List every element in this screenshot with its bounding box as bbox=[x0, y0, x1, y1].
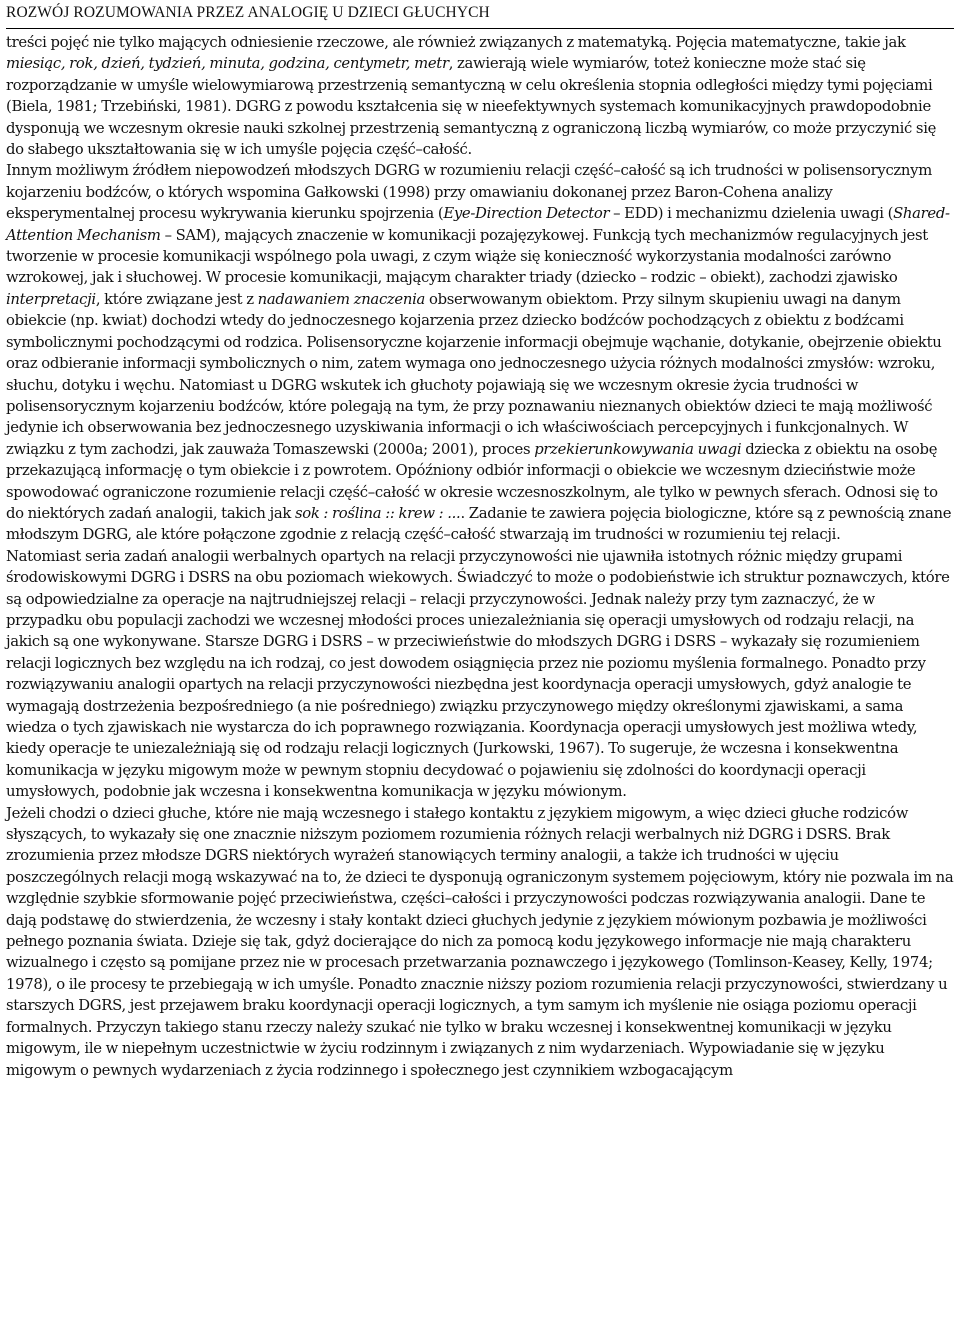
p2-text: – EDD) i mechanizmu dzielenia uwagi ( bbox=[609, 205, 894, 223]
p1-text: treści pojęć nie tylko mających odniesienie rzeczowe, ale również związanych z matematyką. Pojęcia matematyczne, takie jak bbox=[6, 34, 906, 51]
p2-italic-analogy-example: sok : roślina :: krew : ... bbox=[294, 504, 461, 522]
header-rule bbox=[6, 28, 954, 29]
p2-text: – SAM), mających znaczenie w komunikacji pozajęzykowej. Funkcją tych mechanizmów regulacyjnych jest tworzenie w procesie komunikacji wspólnego pola uwagi, z czym wiąże się konieczność wykorzystania modalności zarówno wzrokowej, jak i słuchowej. W procesie komunikacji, mającym charakter triady (dziecko – rodzic – obiekt), zachodzi zjawisko bbox=[6, 226, 928, 287]
p2-text: Innym możliwym źródłem niepowodzeń młodszych DGRG w rozumieniu relacji część–całość są ich trudności w polisensorycznym kojarzeniu bodźców, o których wspomina Gałkowski (1998) przy omawianiu dokonanej przez Baron-Cohena analizy eksperymentalnej procesu wykrywania kierunku spojrzenia ( bbox=[6, 162, 932, 223]
p2-italic-interpretacji: interpretacji bbox=[6, 290, 96, 308]
paragraph-2 bbox=[6, 160, 954, 545]
p2-text: obserwowanym obiektom. Przy silnym skupieniu uwagi na danym obiekcie (np. kwiat) dochodzi wtedy do jednoczesnego kojarzenia przez dziecko bodźców pochodzących z obiektu z bodźcami symbolicznymi pochodzącymi od rodzica. Polisensoryczne kojarzenie informacji obejmuje wąchanie, dotykanie, obejrzenie obiektu oraz odbieranie informacji symbolicznych o nim, zatem wymaga ono jednoczesnego użycia różnych modalności zmysłów: wzroku, słuchu, dotyku i węchu. Natomiast u DGRG wskutek ich głuchoty pojawiają się we wczesnym okresie życia trudności w polisensorycznym kojarzeniu bodźców, które polegają na tym, że przy poznawaniu nieznanych obiektów dzieci te mają możliwość jedynie ich obserwowania bez jednoczesnego uzyskiwania informacji o ich właściwościach percepcyjnych i funkcjonalnych. W związku z tym zachodzi, jak zauważa Tomaszewski (2000a; 2001), proces bbox=[6, 290, 942, 458]
paragraph-1 bbox=[6, 32, 954, 160]
p2-text: . Zadanie te zawiera pojęcia biologiczne, które są z pewnością znane młodszym DGRG, ale które połączone zgodnie z relacją część–całość stwarzają im trudności w rozumieniu tej relacji. bbox=[6, 504, 952, 544]
p2-italic-eye-direction: Eye-Direction Detector bbox=[443, 205, 610, 223]
p2-text: dziecka z obiektu na osobę przekazującą informację o tym obiekcie i z powrotem. Opóźniony odbiór informacji o obiekcie we wczesnym dzieciństwie może spowodować ograniczone rozumienie relacji część–całość w okresie wczesnoszkolnym, ale tylko w pewnych sferach. Odnosi się to do niektórych zadań analogii, takich jak bbox=[6, 440, 938, 522]
paragraph-4: Jeżeli chodzi o dzieci głuche, które nie mają wczesnego i stałego kontaktu z językiem migowym, a więc dzieci głuche rodziców słyszących, to wykazały się one znacznie niższym poziomem rozumienia różnych relacji werbalnych niż DGRG i DSRS. Brak zrozumienia przez młodsze DGRS niektórych wyrażeń stanowiących terminy analogii, a także ich trudności w ujęciu poszczególnych relacji mogą wskazywać na to, że dzieci te dysponują ograniczonym systemem pojęciowym, który nie pozwala im na względnie szybkie sformowanie pojęć przeciwieństwa, części–całości i przyczynowości podczas rozwiązywania analogii. Dane te dają podstawę do stwierdzenia, że wczesny i stały kontakt dzieci głuchych jedynie z językiem mówionym pozbawia je możliwości pełnego poznania świata. Dzieje się tak, gdyż docierające do nich za pomocą kodu językowego informacje nie mają charakteru wizualnego i często są pomijane przez nie w procesach przetwarzania poznawczego i językowego (Tomlinson-Keasey, Kelly, 1974; 1978), o ile procesy te przebiegają w ich umyśle. Ponadto znacznie niższy poziom rozumienia relacji przyczynowości, stwierdzany u starszych DGRS, jest przejawem braku koordynacji operacji logicznych, a tym samym ich myślenie nie osiąga poziomu operacji formalnych. Przyczyn takiego stanu rzeczy należy szukać nie tylko w braku wczesnej i konsekwentnej komunikacji w języku migowym, ile w niepełnym uczestnictwie w życiu rodzinnym i związanych z nim wydarzeniach. Wypowiadanie się w języku migowym o pewnych wydarzeniach z życia rodzinnego i społecznego jest czynnikiem wzbogacającym bbox=[6, 804, 954, 1079]
running-header-title: ROZWÓJ ROZUMOWANIA PRZEZ ANALOGIĘ U DZIECI GŁUCHYCH bbox=[6, 4, 490, 21]
p2-italic-nadawaniem: nadawaniem znaczenia bbox=[257, 290, 426, 308]
body-text bbox=[6, 32, 954, 1081]
p2-italic-shared-attention: Shared-Attention Mechanism bbox=[6, 205, 950, 244]
p2-italic-przekierunkowywania: przekierunkowywania uwagi bbox=[534, 440, 742, 458]
p1-text: , zawierają wiele wymiarów, toteż konieczne może stać się rozporządzanie w umyśle wielowymiarową przestrzenią semantyczną w celu określenia stopnia odległości między tymi pojęciami (Biela, 1981; Trzebiński, 1981). DGRG z powodu kształcenia się w nieefektywnych systemach komunikacyjnych prawdopodobnie dysponują we wczesnym okresie nauki szkolnej przestrzenią semantyczną z ograniczoną liczbą wymiarów, co może przyczynić się do słabego ukształtowania się w ich umyśle pojęcia część–całość. bbox=[6, 55, 937, 159]
p1-italic-terms: miesiąc, rok, dzień, tydzień, minuta, godzina, centymetr, metr bbox=[6, 55, 449, 73]
paragraph-3: Natomiast seria zadań analogii werbalnych opartych na relacji przyczynowości nie ujawniła istotnych różnic między grupami środowiskowymi DGRG i DSRS na obu poziomach wiekowych. Świadczyć to może o podobieństwie ich struktur poznawczych, które są odpowiedzialne za operacje na najtrudniejszej relacji – relacji przyczynowości. Jednak należy przy tym zaznaczyć, że w przypadku obu populacji zachodzi we wczesnej młodości proces uniezależniania się operacji umysłowych od rodzaju relacji, na jakich są one wykonywane. Starsze DGRG i DSRS – w przeciwieństwie do młodszych DGRG i DSRS – wykazały się rozumieniem relacji logicznych bez względu na ich rodzaj, co jest dowodem osiągnięcia przez nie poziomu myślenia formalnego. Ponadto przy rozwiązywaniu analogii opartych na relacji przyczynowości niezbędna jest koordynacja operacji umysłowych, gdyż analogie te wymagają dostrzeżenia bezpośredniego (a nie pośredniego) związku przyczynowego między określonymi zjawiskami, a sama wiedza o tych zjawiskach nie wystarcza do ich poprawnego rozwiązania. Koordynacja operacji umysłowych jest możliwa wtedy, kiedy operacje te uniezależniają się od rodzaju relacji logicznych (Jurkowski, 1967). To sugeruje, że wczesna i konsekwentna komunikacja w języku migowym może w pewnym stopniu decydować o pojawieniu się zdolności do koordynacji operacji umysłowych, podobnie jak wczesna i konsekwentna komunikacja w języku mówionym. bbox=[6, 547, 950, 801]
p2-text: , które związane jest z bbox=[95, 290, 258, 308]
